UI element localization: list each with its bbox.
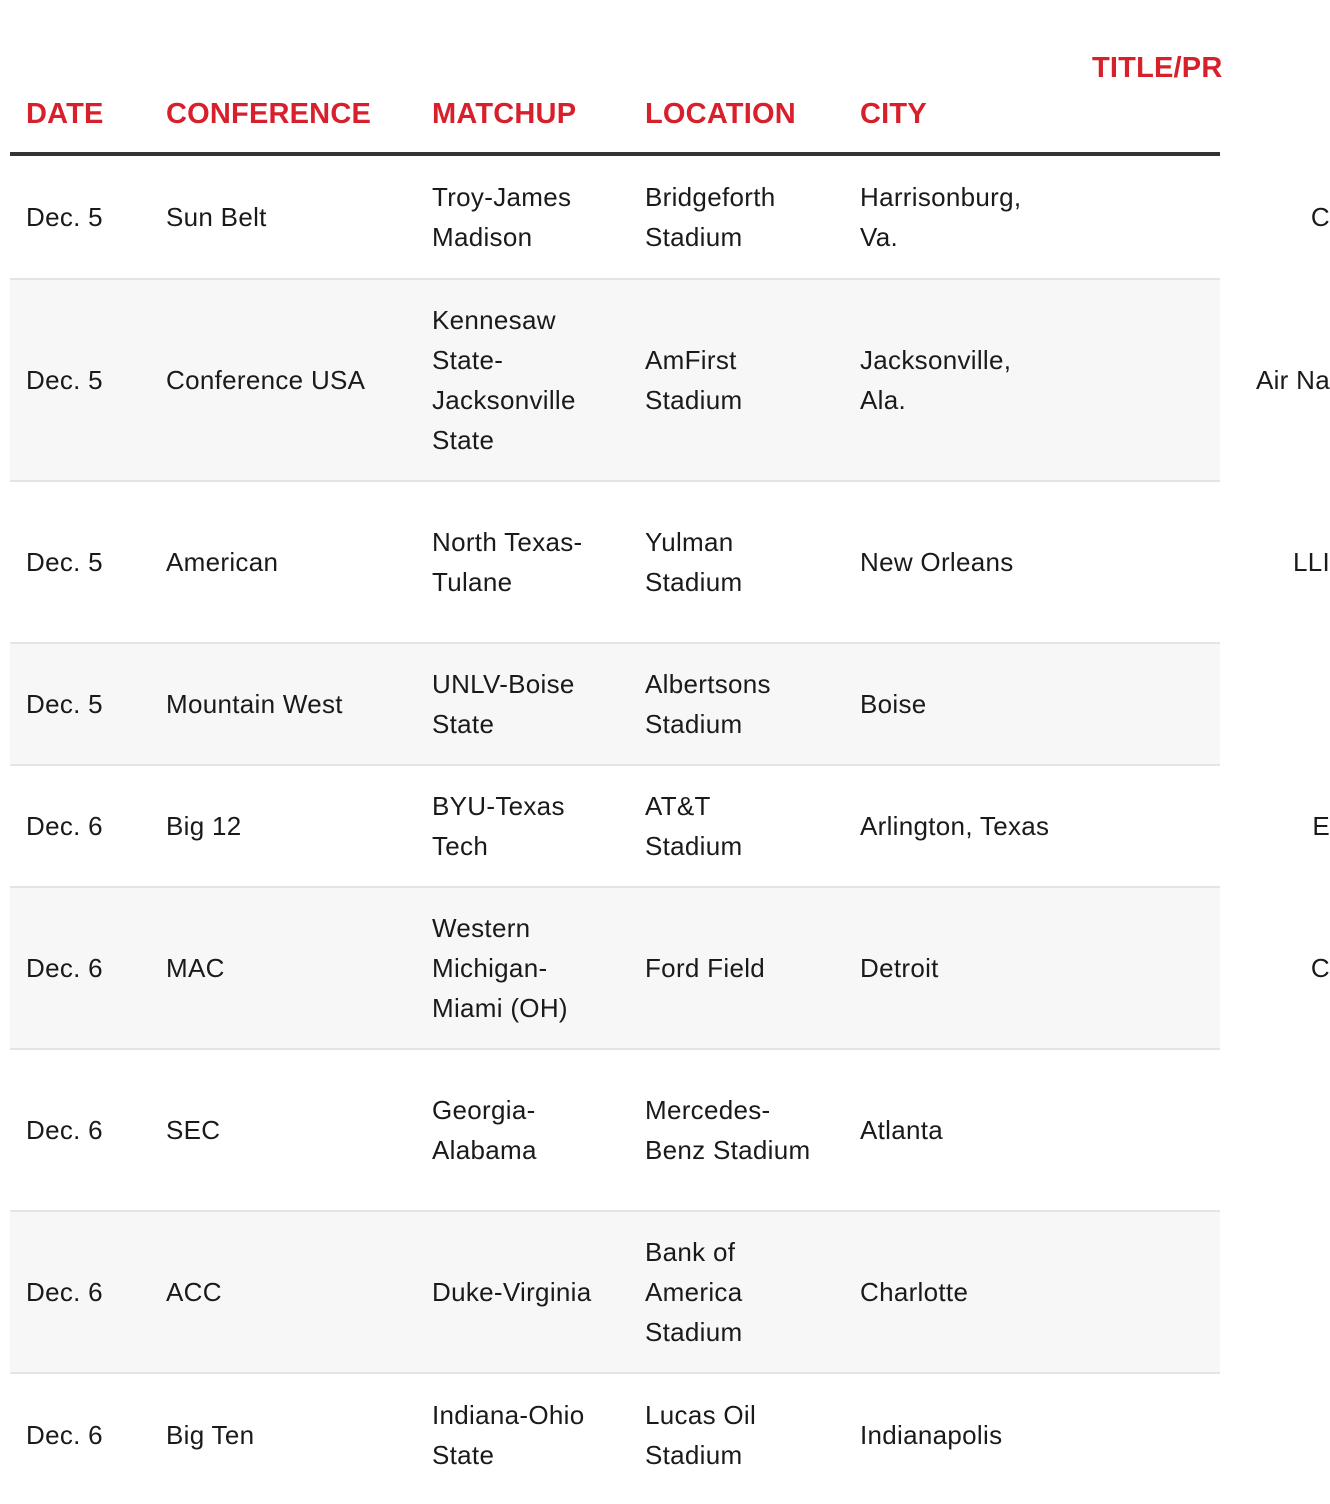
title-cell	[1090, 1374, 1330, 1496]
table-row	[10, 888, 1330, 1050]
conference-cell: American	[166, 547, 279, 577]
table-row	[10, 280, 1330, 482]
date-cell: Dec. 6	[26, 1420, 103, 1450]
location-cell: Bank of America Stadium	[645, 1237, 743, 1347]
conference-cell: Conference USA	[166, 365, 366, 395]
conference-cell: Big 12	[166, 811, 242, 841]
date-cell: Dec. 6	[26, 1115, 103, 1145]
table-row	[10, 644, 1220, 766]
matchup-cell: North Texas-Tulane	[432, 527, 583, 597]
conference-cell: SEC	[166, 1115, 221, 1145]
city-cell: Harrisonburg, Va.	[860, 182, 1022, 252]
table-row	[10, 156, 1330, 280]
date-cell: Dec. 6	[26, 1277, 103, 1307]
location-cell: Albertsons Stadium	[645, 669, 771, 739]
matchup-cell: Kennesaw State-Jacksonville State	[432, 305, 576, 455]
table-row	[10, 1050, 1220, 1212]
header-date: DATE	[26, 98, 104, 130]
city-cell: Charlotte	[860, 1277, 969, 1307]
matchup-cell: UNLV-Boise State	[432, 669, 575, 739]
location-cell: Bridgeforth Stadium	[645, 182, 776, 252]
title-cell	[1090, 644, 1330, 764]
location-cell: Yulman Stadium	[645, 527, 743, 597]
location-cell: Mercedes-Benz Stadium	[645, 1095, 811, 1165]
title-cell: C	[1310, 202, 1330, 232]
title-cell: Air Na	[1255, 365, 1330, 395]
city-cell: New Orleans	[860, 547, 1014, 577]
header-conference: CONFERENCE	[166, 98, 372, 130]
date-cell: Dec. 5	[26, 202, 103, 232]
conference-cell: Sun Belt	[166, 202, 267, 232]
date-cell: Dec. 5	[26, 547, 103, 577]
date-cell: Dec. 5	[26, 689, 103, 719]
matchup-cell: Georgia-Alabama	[432, 1095, 537, 1165]
city-cell: Detroit	[860, 953, 939, 983]
matchup-cell: BYU-Texas Tech	[432, 791, 565, 861]
title-cell: E	[1312, 811, 1330, 841]
table-row	[10, 766, 1330, 888]
table-row	[10, 1374, 1220, 1496]
table-row	[10, 1212, 1220, 1374]
city-cell: Indianapolis	[860, 1420, 1003, 1450]
city-cell: Jacksonville, Ala.	[860, 345, 1012, 415]
location-cell: AmFirst Stadium	[645, 345, 743, 415]
table-header	[10, 0, 1223, 156]
conference-cell: Big Ten	[166, 1420, 255, 1450]
location-cell: Ford Field	[645, 953, 766, 983]
matchup-cell: Troy-James Madison	[432, 182, 572, 252]
date-cell: Dec. 5	[26, 365, 103, 395]
championship-schedule-table	[10, 0, 1330, 1496]
date-cell: Dec. 6	[26, 811, 103, 841]
city-cell: Arlington, Texas	[860, 811, 1050, 841]
conference-cell: MAC	[166, 953, 225, 983]
title-cell: C	[1310, 953, 1330, 983]
location-cell: AT&T Stadium	[645, 791, 743, 861]
header-title: TITLE/PR	[1092, 52, 1223, 84]
matchup-cell: Duke-Virginia	[432, 1277, 592, 1307]
header-location: LOCATION	[645, 98, 796, 130]
location-cell: Lucas Oil Stadium	[645, 1400, 757, 1470]
city-cell: Boise	[860, 689, 927, 719]
matchup-cell: Indiana-Ohio State	[432, 1400, 585, 1470]
header-matchup: MATCHUP	[432, 98, 577, 130]
title-cell	[1090, 1050, 1330, 1210]
date-cell: Dec. 6	[26, 953, 103, 983]
city-cell: Atlanta	[860, 1115, 944, 1145]
matchup-cell: Western Michigan-Miami (OH)	[432, 913, 568, 1023]
header-city: CITY	[860, 98, 927, 130]
title-cell: LLI	[1292, 547, 1330, 577]
conference-cell: ACC	[166, 1277, 222, 1307]
conference-cell: Mountain West	[166, 689, 343, 719]
title-cell	[1090, 1212, 1330, 1372]
table-row	[10, 482, 1330, 644]
